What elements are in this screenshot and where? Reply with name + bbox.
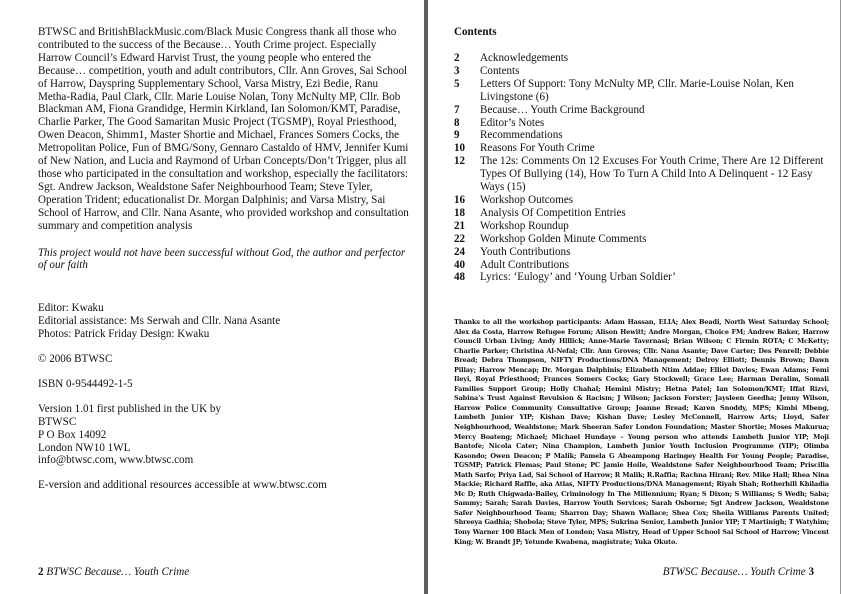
right-page-number: 3 (808, 566, 814, 578)
toc-page-number: 9 (454, 129, 460, 142)
publisher-block (38, 403, 410, 468)
toc-page-number: 21 (454, 219, 466, 232)
toc-title: Letters Of Support: Tony McNulty MP, Cllr. Marie-Louise Nolan, Ken Livingstone (6) (480, 77, 794, 103)
toc-page-number: 48 (454, 271, 466, 284)
toc-entry[interactable] (454, 259, 824, 272)
dedication-note: This project would not have been successful without God, the author and perfector of our faith (38, 246, 406, 272)
toc-page-number: 12 (454, 155, 466, 168)
table-of-contents (454, 52, 824, 284)
toc-entry[interactable] (454, 129, 824, 142)
copyright-line: © 2006 BTWSC (38, 353, 113, 366)
toc-page-number: 2 (454, 52, 460, 64)
eversion-line: E-version and additional resources accessible at www.btwsc.com (38, 479, 327, 492)
credits-block (38, 302, 410, 341)
left-page-number: 2 (38, 566, 44, 578)
toc-title: Analysis Of Competition Entries (480, 206, 626, 219)
editorial-assistance-credit: Editorial assistance: Ms Serwah and Cllr. Nana Asante (38, 315, 281, 328)
acknowledgement-paragraph: BTWSC and BritishBlackMusic.com/Black Music Congress thank all those who contributed to the success of the Because… Youth Crime project. Especially Harrow Council’s Edward Harvist Trust, the young people who entered the Because… competition, youth and adult contributors, Cllr. Ann Groves, Sai School of Harrow, Dayspring Supplementary School, Varsa Mistry, Ezi Bedie, Ranu Metha-Radia, Paul Clark, Cllr. Marie Louise Nolan, Tony McNulty MP, Cllr. Bob Blackman AM, Fiona Grandidge, Hermin Kirkland, Ian Solomon/KMT, Paradise, Charlie Parker, The Good Samaritan Music Project (TGSMP), Royal Priesthood, Owen Deacon, Shimm1, Master Shortie and Michael, Frances Somers Cocks, the Metropolitan Police, Fun of BMG/Sony, Gennaro Castaldo of HMV, Jennifer Kumi of New Nation, and Lucia and Raymond of Urban Concepts/Don’t Trigger, plus all those who participated in the consultation and workshop, especially the facilitators: Sgt. Andrew Jackson, Wealdstone Safer Neighbourhood Team; Steve Tyler, Operation Trident; educationalist Dr. Morgan Dalphinis; and Varsa Mistry, Sai School of Harrow, and Cllr. Nana Asante, who provided workshop and consultation summary and competition analysis (38, 26, 409, 232)
right-footer (663, 566, 814, 578)
toc-title: Youth Contributions (480, 245, 571, 258)
toc-title: Workshop Golden Minute Comments (480, 232, 647, 245)
publisher-name: BTWSC (38, 415, 77, 428)
toc-title: Adult Contributions (480, 258, 570, 271)
left-text-column (38, 26, 410, 492)
left-footer (38, 566, 189, 578)
right-page (428, 0, 842, 594)
toc-entry[interactable] (454, 78, 824, 104)
toc-title: Contents (480, 64, 520, 77)
toc-entry[interactable] (454, 117, 824, 130)
toc-page-number: 5 (454, 77, 460, 90)
toc-title: Workshop Outcomes (480, 193, 574, 206)
toc-entry[interactable] (454, 142, 824, 155)
toc-title: Acknowledgements (480, 52, 569, 64)
toc-entry[interactable] (454, 246, 824, 259)
toc-page-number: 10 (454, 142, 466, 155)
toc-entry[interactable] (454, 104, 824, 117)
toc-page-number: 18 (454, 206, 466, 219)
photos-design-credit: Photos: Patrick Friday Design: Kwaku (38, 328, 210, 341)
toc-entry[interactable] (454, 52, 824, 65)
toc-title: The 12s: Comments On 12 Excuses For Youth Crime, There Are 12 Different Types Of Bullying (14), How To Turn A Child Into A Delinquent - 12 Easy Ways (15) (480, 155, 824, 194)
editor-credit: Editor: Kwaku (38, 302, 104, 315)
left-footer-title: BTWSC Because… Youth Crime (46, 566, 190, 578)
toc-entry[interactable] (454, 65, 824, 78)
toc-entry[interactable] (454, 233, 824, 246)
toc-entry[interactable] (454, 271, 824, 284)
toc-title: Recommendations (480, 129, 563, 142)
toc-title: Editor’s Notes (480, 116, 545, 129)
toc-page-number: 40 (454, 258, 466, 271)
toc-entry[interactable] (454, 194, 824, 207)
version-line: Version 1.01 first published in the UK by (38, 402, 222, 415)
isbn-line: ISBN 0-9544492-1-5 (38, 377, 133, 390)
toc-page-number: 16 (454, 193, 466, 206)
toc-title: Lyrics: ‘Eulogy’ and ‘Young Urban Soldier’ (480, 271, 676, 284)
toc-page-number: 7 (454, 103, 460, 116)
contents-heading: Contents (454, 26, 497, 38)
toc-title: Workshop Roundup (480, 219, 569, 232)
toc-page-number: 8 (454, 116, 460, 129)
contact-line: info@btwsc.com, www.btwsc.com (38, 454, 194, 467)
right-edge-line (840, 0, 841, 594)
toc-entry[interactable] (454, 207, 824, 220)
toc-title: Reasons For Youth Crime (480, 142, 595, 155)
toc-entry[interactable] (454, 155, 824, 194)
right-footer-title: BTWSC Because… Youth Crime (662, 566, 806, 578)
toc-page-number: 24 (454, 245, 466, 258)
address-line-2: London NW10 1WL (38, 441, 131, 454)
toc-page-number: 3 (454, 64, 460, 77)
toc-entry[interactable] (454, 220, 824, 233)
address-line-1: P O Box 14092 (38, 428, 107, 441)
toc-title: Because… Youth Crime Background (480, 103, 645, 116)
workshop-participants-thanks: Thanks to all the workshop participants: Adam Hassan, ELIA; Alex Beadi, North West Saturday School; Alex da Costa, Harrow Refugee Forum; Alison Hewitt; Andre Morgan, Choice FM; Andrew Baker, Harrow Council Urban Living; Andy Hillick; Anne-Marie Tavernasi; Brian Wilson; C Firmin ROTA; C McKetty; Charlie Parker; Christina Al-Nefal; Cllr. Ann Groves; Cllr. Nana Asante; Dave Carter; Des Penrell; Debbie Bread; Debra Thompson, NIFTY Productions/DNA Management; Delroy Elliott; Dennis Brown; Dawn Pillay; Harrow Mencap; Dr. Morgan Dalphinis; Elizabeth Ntim Addae; Elliot Davies; Ewan Adams; Femi Ileyi, Royal Priesthood; Frances Somers Cocks; Gary Stockwell; Grace Lee; Harman Deralim, Somali Families Support Group; Holly Chahal; Hemini Mistry; Hetna Patel; Ian Solomon/KMT; Iffat Rizvi, Sabina’s Trust Against Revulsion & Racism; J Wilson; Jackson Forster; Jaysleen Geedha; Jenny Wilson, Harrow Police Community Consultative Group; Joanne Bread; Karen Snoddy, MPS; Kimbi Mbeng, Lambeth Junior YIP; Kishan Dave; Kishan Dave; Lesley McConnell, Harrow Arts; Lloyd, Safer Neighbourhood, Wealdstone; Mark Sheeran Safer London Foundation; Master Shortie; Moses Makurua; Mercy Boateng; Michael; Michael Hundaye – Young person who attends Lambeth Junior YIP; Moji Bantofe; Nicola Cater; Nina Champion, Lambeth Junior Youth Inclusion Programme (YIP); Olimba Kasondo; Owen Deacon; P Malik; Pamela G Abeampong Haringey Health For Young People; Paradise, TGSMP; Patrick Flemas; Paul Stone; PC Jamie Hoile, Wealdstone Safer Neighbourhood Team; Priscilla Math Sarfo; Priya Lad, Sai School of Harrow; R Malik; R.Raffia; Rachna Hirani; Rev. Mike Hall; Rhea Nina Mackie; Richard Raffle, aka Atlas, NIFTY Productions/DNA Management; Riyah Shah; Rotherhill Khiladia Mc D; Ruth Chigwada-Bailey, Criminology In The Millennium; Ryan; S Dixon; S Williams; S Wedh; Saba; Sammy; Sarah; Sarah Davies, Harrow Youth Services; Sarah Osborne; Sgt Andrew Jackson, Wealdstone Safer Neighbourhood Team; Sharron Day; Shawn Wallace; Shea Cox; Sheila Williams Parents United; Shreeya Gadhia; Shobola; Steve Tyler, MPS; Sukrina Senior, Lambeth Junior YIP; T Martinigh; T Watyhim; Tony Warner 100 Black Men of London; Vasa Mistry, Head of Upper School Sai School of Harrow; Vincent King; W. Brandt JP; Yetunde Kwabena, magistrate; Yuka Okuto. (454, 318, 829, 546)
toc-page-number: 22 (454, 232, 466, 245)
